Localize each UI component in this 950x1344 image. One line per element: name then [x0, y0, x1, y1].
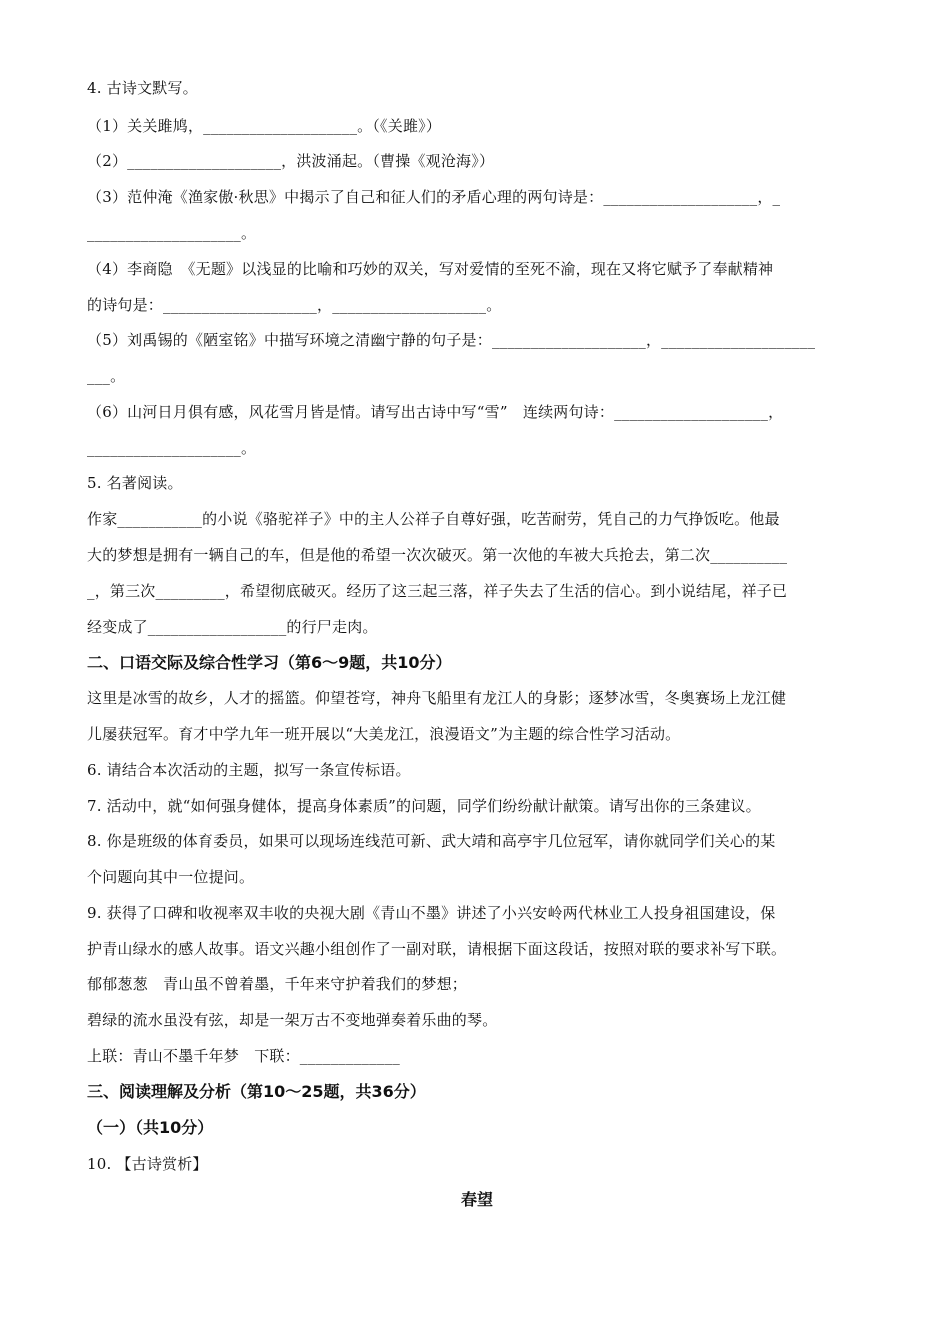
section3-heading: 三、阅读理解及分析（第10～25题，共36分）	[87, 1082, 426, 1101]
section2-intro-1: 这里是冰雪的故乡，人才的摇篮。仰望苍穹，神舟飞船里有龙江人的身影；逐梦冰雪，冬奥赛场上龙江健	[87, 689, 787, 707]
q10-title: 10. 【古诗赏析】	[87, 1155, 208, 1173]
q5-line-3: _，第三次_________，希望彻底破灭。经历了这三起三落，祥子失去了生活的信心。到小说结尾，祥子已	[87, 582, 788, 600]
q4-item-3-line1: （3）范仲淹《渔家傲·秋思》中揭示了自己和征人们的矛盾心理的两句诗是：____________________，_	[87, 188, 781, 206]
section2-heading: 二、口语交际及综合性学习（第6～9题，共10分）	[87, 653, 452, 672]
q4-item-6-line2: ____________________。	[87, 439, 257, 457]
q4-item-4-line1: （4）李商隐 《无题》以浅显的比喻和巧妙的双关，写对爱情的至死不渝，现在又将它赋予了奉献精神	[87, 260, 774, 278]
q9-line-1: 9. 获得了口碑和收视率双丰收的央视大剧《青山不墨》讲述了小兴安岭两代林业工人投身祖国建设，保	[87, 904, 776, 922]
q4-item-6-line1: （6）山河日月俱有感，风花雪月皆是情。请写出古诗中写“雪” 连续两句诗：____________________，	[87, 403, 784, 421]
q9-couplet: 上联：青山不墨千年梦 下联：_____________	[87, 1047, 400, 1065]
q4-item-5-line1: （5）刘禹锡的《陋室铭》中描写环境之清幽宁静的句子是：____________________，____________________	[87, 331, 816, 349]
poem-title: 春望	[460, 1190, 493, 1209]
q9-line-4: 碧绿的流水虽没有弦，却是一架万古不变地弹奏着乐曲的琴。	[87, 1011, 498, 1029]
q5-title: 5. 名著阅读。	[87, 474, 183, 492]
q9-line-2: 护青山绿水的感人故事。语文兴趣小组创作了一副对联，请根据下面这段话，按照对联的要求补写下联。	[87, 940, 787, 958]
section3-sub-heading: （一）（共10分）	[87, 1118, 214, 1137]
q4-item-1: （1）关关雎鸠，____________________。（《关雎》）	[87, 117, 442, 135]
q5-line-4: 经变成了__________________的行尸走肉。	[87, 618, 378, 636]
q9-line-3: 郁郁葱葱 青山虽不曾着墨，千年来守护着我们的梦想；	[87, 975, 468, 993]
q4-item-3-line2: ____________________。	[87, 224, 257, 242]
q8-line-2: 个问题向其中一位提问。	[87, 868, 255, 886]
q5-line-2: 大的梦想是拥有一辆自己的车，但是他的希望一次次破灭。第一次他的车被大兵抢去，第二次__________	[87, 546, 788, 564]
q4-title: 4. 古诗文默写。	[87, 79, 198, 97]
q6-text: 6. 请结合本次活动的主题，拟写一条宣传标语。	[87, 761, 411, 779]
section2-intro-2: 儿屡获冠军。育才中学九年一班开展以“大美龙江，浪漫语文”为主题的综合性学习活动。	[87, 725, 681, 743]
q4-item-4-line2: 的诗句是：____________________，____________________。	[87, 296, 502, 314]
q4-item-5-line2: ___。	[87, 367, 126, 385]
q7-text: 7. 活动中，就“如何强身健体，提高身体素质”的问题，同学们纷纷献计献策。请写出你的三条建议。	[87, 797, 761, 815]
q5-line-1: 作家___________的小说《骆驼祥子》中的主人公祥子自尊好强，吃苦耐劳，凭自己的力气挣饭吃。他最	[87, 510, 780, 528]
q8-line-1: 8. 你是班级的体育委员，如果可以现场连线范可新、武大靖和高亭宇几位冠军，请你就同学们关心的某	[87, 832, 776, 850]
q4-item-2: （2）____________________，洪波涌起。（曹操《观沧海》）	[87, 152, 495, 170]
